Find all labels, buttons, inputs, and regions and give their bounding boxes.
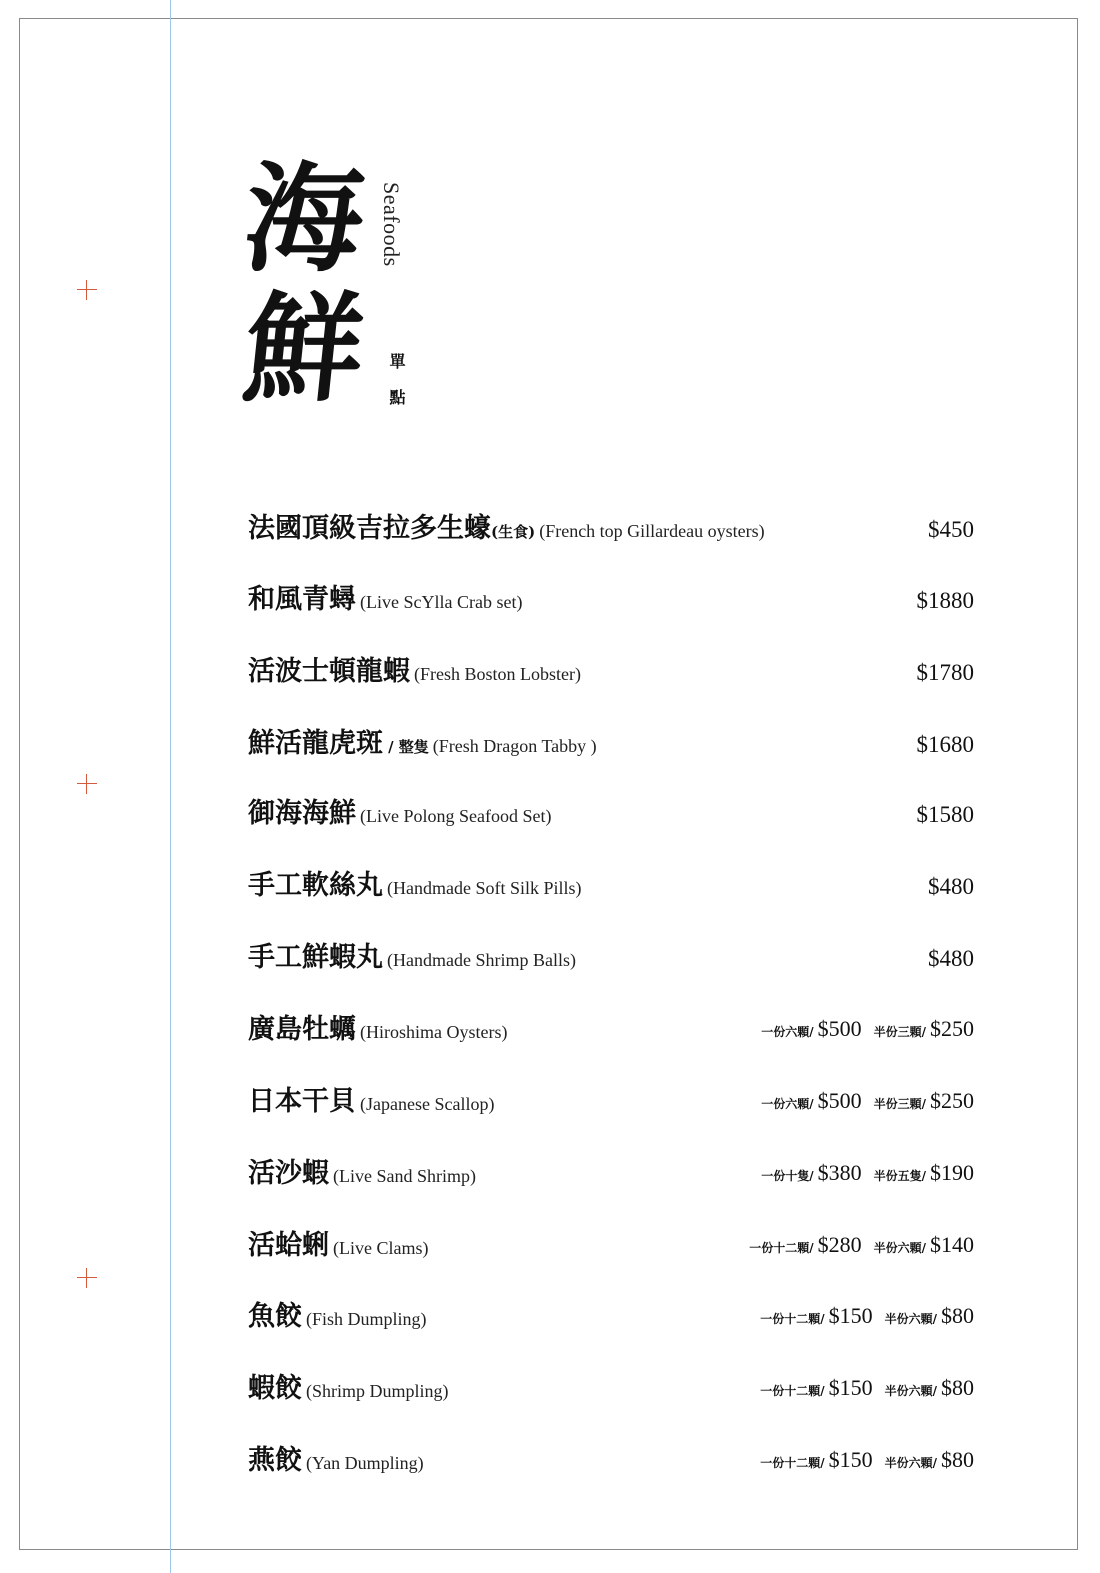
item-name-zh: 蝦餃 bbox=[248, 1373, 302, 1404]
item-note: (生食) bbox=[491, 523, 536, 541]
item-name bbox=[248, 1223, 428, 1262]
item-name-en: (Live Polong Seafood Set) bbox=[360, 806, 552, 826]
menu-item bbox=[0, 1148, 1100, 1198]
half-portion-price: $250 bbox=[930, 1016, 974, 1041]
title-english: Seafoods bbox=[379, 182, 404, 267]
item-name-zh: 手工鮮蝦丸 bbox=[248, 942, 383, 973]
half-portion-label: 半份五隻/ bbox=[873, 1169, 926, 1183]
item-name bbox=[248, 1151, 476, 1190]
full-portion-label: 一份十二顆/ bbox=[749, 1241, 814, 1255]
item-name bbox=[248, 506, 765, 545]
item-name-zh: 活波士頓龍蝦 bbox=[248, 656, 410, 687]
full-portion-label: 一份六顆/ bbox=[761, 1025, 814, 1039]
full-portion-label: 一份六顆/ bbox=[761, 1097, 814, 1111]
item-name-en: (Yan Dumpling) bbox=[306, 1453, 424, 1473]
half-portion-price: $140 bbox=[930, 1232, 974, 1257]
item-note: / 整隻 bbox=[388, 738, 429, 756]
item-name bbox=[248, 1079, 494, 1118]
registration-mark bbox=[77, 1268, 97, 1288]
half-portion-price: $80 bbox=[941, 1375, 974, 1400]
item-name-en: (Japanese Scallop) bbox=[360, 1094, 495, 1114]
menu-item bbox=[0, 860, 1100, 910]
full-portion-label: 一份十二顆/ bbox=[760, 1384, 825, 1398]
full-portion-label: 一份十隻/ bbox=[761, 1169, 814, 1183]
item-price: $1780 bbox=[916, 660, 974, 685]
item-name-zh: 燕餃 bbox=[248, 1445, 302, 1476]
menu-item bbox=[0, 788, 1100, 838]
half-portion-label: 半份六顆/ bbox=[884, 1312, 937, 1326]
menu-item bbox=[0, 1435, 1100, 1485]
title-subtitle: 單點 bbox=[387, 353, 406, 425]
item-price-options bbox=[760, 1447, 974, 1473]
full-portion-label: 一份十二顆/ bbox=[760, 1312, 825, 1326]
title-char-sea: 海 bbox=[237, 149, 367, 288]
half-portion-label: 半份三顆/ bbox=[873, 1025, 926, 1039]
item-name-en: (Live Sand Shrimp) bbox=[333, 1166, 476, 1186]
item-name-en: (Fresh Boston Lobster) bbox=[414, 664, 581, 684]
item-name-zh: 和風青蟳 bbox=[248, 584, 356, 615]
menu-item bbox=[0, 932, 1100, 982]
full-portion-price: $150 bbox=[828, 1303, 873, 1328]
item-name-zh: 廣島牡蠣 bbox=[248, 1014, 356, 1045]
half-portion-price: $190 bbox=[930, 1160, 974, 1185]
item-price-options bbox=[761, 1016, 974, 1042]
menu-title bbox=[237, 149, 435, 450]
full-portion-price: $500 bbox=[817, 1088, 862, 1113]
item-name bbox=[248, 1438, 424, 1477]
item-name-en: (Handmade Soft Silk Pills) bbox=[387, 878, 582, 898]
half-portion-price: $80 bbox=[941, 1303, 974, 1328]
item-name-zh: 活沙蝦 bbox=[248, 1158, 329, 1189]
item-name bbox=[248, 1366, 449, 1405]
item-name bbox=[248, 577, 522, 616]
item-price: $1580 bbox=[916, 802, 974, 827]
item-name bbox=[248, 649, 581, 688]
item-name-en: (Live Clams) bbox=[333, 1238, 429, 1258]
half-portion-label: 半份三顆/ bbox=[873, 1097, 926, 1111]
item-name-zh: 法國頂級吉拉多生蠔 bbox=[248, 513, 491, 544]
full-portion-price: $150 bbox=[828, 1447, 873, 1472]
item-price: $450 bbox=[928, 517, 974, 542]
half-portion-price: $80 bbox=[941, 1447, 974, 1472]
item-name-en: (Handmade Shrimp Balls) bbox=[387, 950, 576, 970]
menu-item bbox=[0, 646, 1100, 696]
full-portion-label: 一份十二顆/ bbox=[760, 1456, 825, 1470]
full-portion-price: $500 bbox=[817, 1016, 862, 1041]
item-name-zh: 魚餃 bbox=[248, 1301, 302, 1332]
item-name-zh: 御海海鮮 bbox=[248, 798, 356, 829]
item-name bbox=[248, 721, 597, 760]
item-name bbox=[248, 863, 582, 902]
item-price: $480 bbox=[928, 874, 974, 899]
item-name bbox=[248, 1294, 427, 1333]
item-price: $1880 bbox=[916, 588, 974, 613]
item-name-zh: 活蛤蜊 bbox=[248, 1230, 329, 1261]
item-name bbox=[248, 935, 576, 974]
item-price: $1680 bbox=[916, 732, 974, 757]
item-price-options bbox=[760, 1375, 974, 1401]
item-price: $480 bbox=[928, 946, 974, 971]
item-price-options bbox=[761, 1160, 974, 1186]
item-price-options bbox=[760, 1303, 974, 1329]
half-portion-label: 半份六顆/ bbox=[884, 1456, 937, 1470]
menu-item bbox=[0, 1363, 1100, 1413]
full-portion-price: $380 bbox=[817, 1160, 862, 1185]
item-name bbox=[248, 1007, 507, 1046]
menu-item bbox=[0, 503, 1100, 553]
menu-item bbox=[0, 1220, 1100, 1270]
item-name-zh: 鮮活龍虎斑 bbox=[248, 728, 383, 759]
half-portion-label: 半份六顆/ bbox=[884, 1384, 937, 1398]
item-name-en: (Shrimp Dumpling) bbox=[306, 1381, 449, 1401]
registration-mark bbox=[77, 280, 97, 300]
half-portion-price: $250 bbox=[930, 1088, 974, 1113]
half-portion-label: 半份六顆/ bbox=[873, 1241, 926, 1255]
item-name bbox=[248, 791, 551, 830]
menu-item bbox=[0, 1291, 1100, 1341]
menu-item bbox=[0, 574, 1100, 624]
item-price-options bbox=[761, 1088, 974, 1114]
item-name-zh: 手工軟絲丸 bbox=[248, 870, 383, 901]
menu-item bbox=[0, 1076, 1100, 1126]
item-name-zh: 日本干貝 bbox=[248, 1086, 356, 1117]
full-portion-price: $280 bbox=[817, 1232, 862, 1257]
item-name-en: (Fish Dumpling) bbox=[306, 1309, 427, 1329]
full-portion-price: $150 bbox=[828, 1375, 873, 1400]
item-name-en: (Hiroshima Oysters) bbox=[360, 1022, 508, 1042]
menu-item bbox=[0, 1004, 1100, 1054]
menu-item bbox=[0, 718, 1100, 768]
item-name-en: (Live ScYlla Crab set) bbox=[360, 592, 523, 612]
item-price-options bbox=[749, 1232, 974, 1258]
item-name-en: (French top Gillardeau oysters) bbox=[539, 521, 765, 541]
title-char-fresh: 鮮 bbox=[237, 279, 367, 418]
item-name-en: (Fresh Dragon Tabby ) bbox=[432, 736, 597, 756]
